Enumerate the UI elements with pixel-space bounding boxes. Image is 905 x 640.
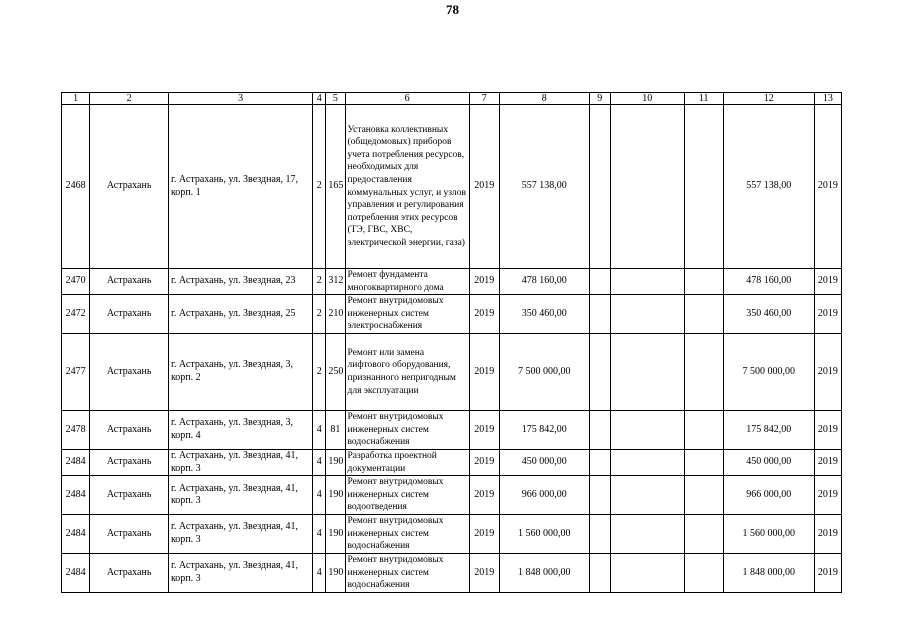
work-description-cell: Ремонт внутридомовых инженерных систем водоснабжения [345,410,469,449]
city-cell: Астрахань [90,476,169,515]
column-header: 5 [326,93,345,105]
city-cell: Астрахань [90,295,169,334]
total-cost-cell: 7 500 000,00 [499,333,589,410]
table-row [62,515,842,554]
row-id: 2484 [62,515,90,554]
cell-col-9 [589,449,610,475]
completion-year-cell: 2019 [814,410,841,449]
address-cell: г. Астрахань, ул. Звездная, 3, корп. 2 [168,333,312,410]
cell-col-5: 165 [326,105,345,269]
row-id: 2472 [62,295,90,334]
cost-col-12-cell: 175 842,00 [723,410,814,449]
column-header: 1 [62,93,90,105]
total-cost-cell: 450 000,00 [499,449,589,475]
work-description-cell: Ремонт внутридомовых инженерных систем водоснабжения [345,515,469,554]
row-id: 2484 [62,476,90,515]
cell-col-10 [610,269,684,295]
cell-col-5: 190 [326,449,345,475]
table-row [62,410,842,449]
cell-col-10 [610,476,684,515]
repair-program-table [61,92,842,593]
completion-year-cell: 2019 [814,476,841,515]
cell-col-10 [610,515,684,554]
cost-col-12-cell: 350 460,00 [723,295,814,334]
column-header: 12 [723,93,814,105]
city-cell: Астрахань [90,333,169,410]
cell-col-4: 2 [313,269,326,295]
work-description-cell: Ремонт или замена лифтового оборудования, признанного непригодным для эксплуатации [345,333,469,410]
cell-col-9 [589,515,610,554]
city-cell: Астрахань [90,410,169,449]
cell-col-9 [589,553,610,592]
row-id: 2477 [62,333,90,410]
cell-col-11 [684,476,723,515]
table-row [62,295,842,334]
row-id: 2468 [62,105,90,269]
address-cell: г. Астрахань, ул. Звездная, 41, корп. 3 [168,449,312,475]
year-cell: 2019 [469,515,499,554]
total-cost-cell: 1 848 000,00 [499,553,589,592]
cell-col-11 [684,515,723,554]
city-cell: Астрахань [90,449,169,475]
cost-col-12-cell: 966 000,00 [723,476,814,515]
column-header: 10 [610,93,684,105]
year-cell: 2019 [469,476,499,515]
work-description-cell: Ремонт внутридомовых инженерных систем электроснабжения [345,295,469,334]
cell-col-4: 2 [313,295,326,334]
row-id: 2470 [62,269,90,295]
city-cell: Астрахань [90,105,169,269]
cell-col-11 [684,449,723,475]
year-cell: 2019 [469,295,499,334]
cell-col-9 [589,269,610,295]
address-cell: г. Астрахань, ул. Звездная, 17, корп. 1 [168,105,312,269]
cell-col-11 [684,269,723,295]
table-row [62,553,842,592]
cost-col-12-cell: 478 160,00 [723,269,814,295]
table-row [62,269,842,295]
completion-year-cell: 2019 [814,553,841,592]
year-cell: 2019 [469,105,499,269]
total-cost-cell: 478 160,00 [499,269,589,295]
total-cost-cell: 175 842,00 [499,410,589,449]
work-description-cell: Ремонт внутридомовых инженерных систем водоснабжения [345,553,469,592]
completion-year-cell: 2019 [814,105,841,269]
address-cell: г. Астрахань, ул. Звездная, 41, корп. 3 [168,553,312,592]
address-cell: г. Астрахань, ул. Звездная, 3, корп. 4 [168,410,312,449]
page-number: 78 [446,2,459,17]
work-description-cell: Разработка проектной документации [345,449,469,475]
cell-col-5: 190 [326,515,345,554]
total-cost-cell: 350 460,00 [499,295,589,334]
work-description-cell: Установка коллективных (общедомовых) приборов учета потребления ресурсов, необходимых для предоставления коммунальных услуг, и узлов управления и регулирования потребления этих ресурсов (ТЭ, ГВС, ХВС, электрической энергии, газа) [345,105,469,269]
address-cell: г. Астрахань, ул. Звездная, 41, корп. 3 [168,515,312,554]
table-row [62,333,842,410]
work-description-cell: Ремонт фундамента многоквартирного дома [345,269,469,295]
cell-col-10 [610,295,684,334]
column-header: 6 [345,93,469,105]
city-cell: Астрахань [90,553,169,592]
year-cell: 2019 [469,410,499,449]
completion-year-cell: 2019 [814,269,841,295]
cost-col-12-cell: 7 500 000,00 [723,333,814,410]
column-header: 7 [469,93,499,105]
row-id: 2478 [62,410,90,449]
row-id: 2484 [62,449,90,475]
table-row [62,476,842,515]
cell-col-9 [589,410,610,449]
cost-col-12-cell: 557 138,00 [723,105,814,269]
address-cell: г. Астрахань, ул. Звездная, 23 [168,269,312,295]
column-header: 11 [684,93,723,105]
cell-col-10 [610,553,684,592]
table-row [62,449,842,475]
total-cost-cell: 1 560 000,00 [499,515,589,554]
cell-col-4: 4 [313,553,326,592]
year-cell: 2019 [469,553,499,592]
cell-col-4: 4 [313,410,326,449]
cell-col-11 [684,295,723,334]
column-header: 3 [168,93,312,105]
completion-year-cell: 2019 [814,333,841,410]
column-header: 9 [589,93,610,105]
city-cell: Астрахань [90,269,169,295]
work-description-cell: Ремонт внутридомовых инженерных систем водоотведения [345,476,469,515]
cell-col-10 [610,333,684,410]
cell-col-9 [589,333,610,410]
column-header: 8 [499,93,589,105]
table-body [62,105,842,593]
cost-col-12-cell: 1 560 000,00 [723,515,814,554]
completion-year-cell: 2019 [814,449,841,475]
year-cell: 2019 [469,449,499,475]
cell-col-4: 4 [313,476,326,515]
city-cell: Астрахань [90,515,169,554]
cost-col-12-cell: 450 000,00 [723,449,814,475]
address-cell: г. Астрахань, ул. Звездная, 25 [168,295,312,334]
cell-col-11 [684,105,723,269]
year-cell: 2019 [469,269,499,295]
cell-col-10 [610,449,684,475]
cell-col-4: 2 [313,105,326,269]
completion-year-cell: 2019 [814,515,841,554]
cell-col-11 [684,333,723,410]
completion-year-cell: 2019 [814,295,841,334]
cell-col-9 [589,295,610,334]
cell-col-10 [610,410,684,449]
cell-col-5: 250 [326,333,345,410]
year-cell: 2019 [469,333,499,410]
cell-col-5: 81 [326,410,345,449]
cell-col-5: 312 [326,269,345,295]
address-cell: г. Астрахань, ул. Звездная, 41, корп. 3 [168,476,312,515]
total-cost-cell: 966 000,00 [499,476,589,515]
column-header: 4 [313,93,326,105]
total-cost-cell: 557 138,00 [499,105,589,269]
column-header: 13 [814,93,841,105]
cell-col-5: 210 [326,295,345,334]
column-number-row [62,93,842,105]
cell-col-4: 4 [313,515,326,554]
cell-col-10 [610,105,684,269]
cell-col-11 [684,410,723,449]
cell-col-5: 190 [326,476,345,515]
cell-col-9 [589,105,610,269]
cell-col-9 [589,476,610,515]
cost-col-12-cell: 1 848 000,00 [723,553,814,592]
cell-col-11 [684,553,723,592]
cell-col-4: 4 [313,449,326,475]
row-id: 2484 [62,553,90,592]
cell-col-5: 190 [326,553,345,592]
column-header: 2 [90,93,169,105]
cell-col-4: 2 [313,333,326,410]
table-row [62,105,842,269]
